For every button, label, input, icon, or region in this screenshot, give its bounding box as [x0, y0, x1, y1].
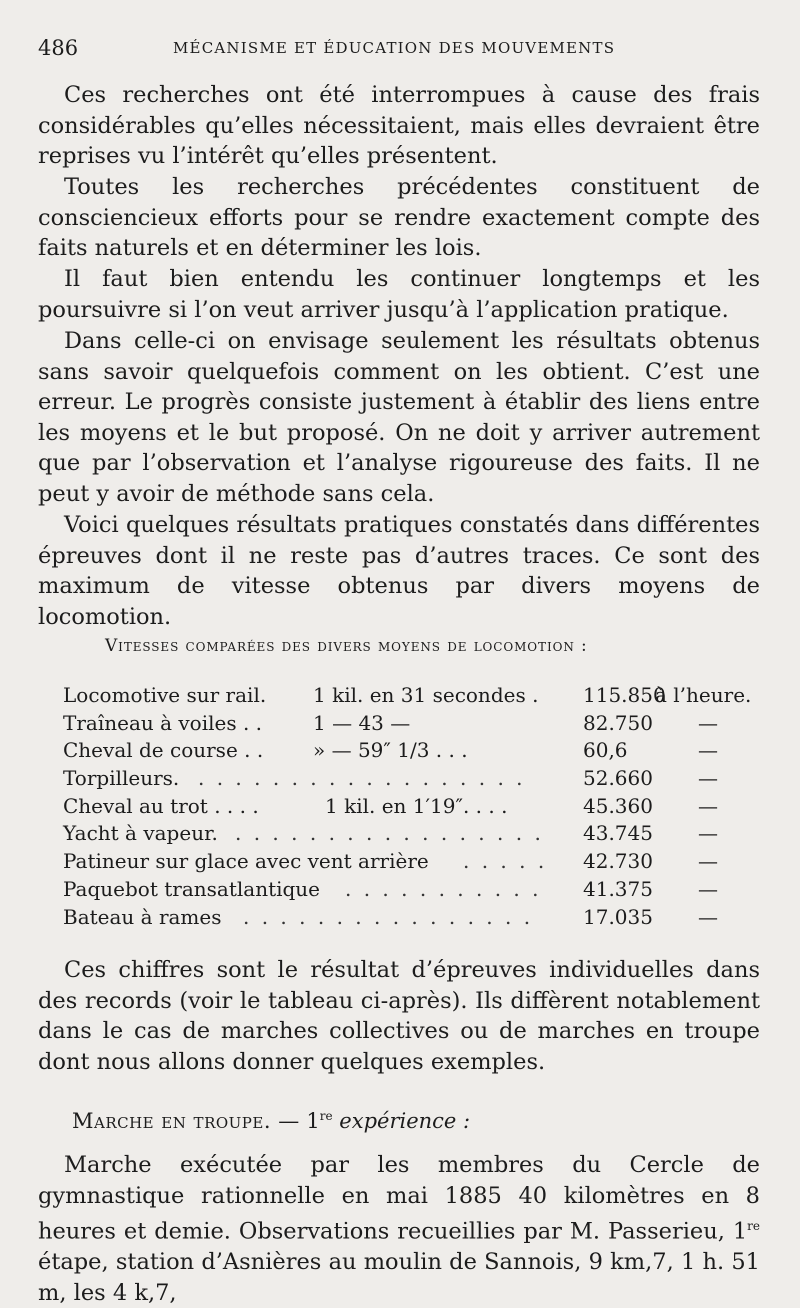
row-leader-dots: . . . . . . . . . . . . . . . . . . — [198, 766, 526, 791]
stage-ordinal-suffix: re — [747, 1219, 760, 1233]
row-speed: 43.745 — [583, 821, 653, 846]
row-label: Cheval au trot . . . . — [63, 793, 259, 818]
row-unit: — — [698, 876, 718, 901]
row-leader-dots: . . . . . . . . . . . . . . . . . — [235, 821, 544, 846]
paragraph-final — [38, 1150, 760, 1308]
row-label: Patineur sur glace avec vent arrière — [63, 849, 429, 874]
row-unit: — — [698, 849, 718, 874]
row-speed: 42.730 — [583, 849, 653, 874]
table-row — [63, 683, 763, 711]
table-title: Vitesses comparées des divers moyens de locomotion : — [105, 636, 588, 656]
paragraph-final-text-end: étape, station d’Asnières au moulin de Sannois, 9 km,7, 1 h. 51 m, les 4 k,7, — [38, 1249, 760, 1306]
table-row — [63, 821, 763, 849]
section-subtitle: expérience : — [339, 1109, 471, 1133]
paragraph-4: Dans celle-ci on envisage seulement les résultats obtenus sans savoir quelquefois comment on les obtient. C’est une erreur. Le progrès consiste justement à établir des liens entre les moyens et le but proposé. On ne doit y arriver autrement que par l’observation et l’analyse rigoureuse des faits. Il ne peut y avoir de méthode sans cela. — [38, 328, 760, 507]
row-speed: 52.660 — [583, 766, 653, 791]
table-row — [63, 849, 763, 877]
row-speed: 60,6 — [583, 738, 628, 763]
section-ordinal-suffix: re — [319, 1109, 333, 1123]
paragraph-1: Ces recherches ont été interrompues à cause des frais considérables qu’elles nécessitaient, mais elles devraient être reprises vu l’intérêt qu’elles présentent. — [38, 82, 760, 169]
row-unit: — — [698, 904, 718, 929]
row-unit: — — [698, 821, 718, 846]
row-label: Cheval de course . . — [63, 738, 264, 763]
page-number: 486 — [38, 36, 79, 60]
section-ordinal: 1 — [306, 1109, 320, 1133]
row-unit: — — [698, 766, 718, 791]
running-title: MÉCANISME ET ÉDUCATION DES MOUVEMENTS — [173, 39, 616, 57]
paragraph-3: Il faut bien entendu les continuer longtemps et les poursuivre si l’on veut arriver jusqu’à l’application pratique. — [38, 266, 760, 323]
row-label: Traîneau à voiles . . — [63, 710, 263, 735]
row-unit: à l’heure. — [655, 683, 752, 707]
row-unit: — — [698, 738, 718, 763]
table-row — [63, 905, 763, 933]
row-leader-dots: . . . . . . . . . . . . . . . . — [243, 904, 534, 929]
row-unit: — — [698, 710, 718, 735]
row-detail: » — 59″ 1/3 . . . — [313, 738, 468, 763]
paragraph-after-table: Ces chiffres sont le résultat d’épreuves individuelles dans des records (voir le tableau ci-après). Ils diffèrent notablement dans le cas de marches collectives ou de marches en troupe dont nous allons donner quelques exemples. — [38, 957, 760, 1075]
row-label: Paquebot transatlantique — [63, 876, 321, 901]
row-speed: 17.035 — [583, 904, 653, 929]
table-row — [63, 877, 763, 905]
row-speed: 82.750 — [583, 710, 653, 735]
speed-table — [63, 683, 763, 932]
table-row — [63, 711, 763, 739]
row-detail: 1 — 43 — — [313, 710, 411, 735]
page-header — [38, 36, 758, 60]
row-unit: — — [698, 793, 718, 818]
paragraph-final-text-start: Marche exécutée par les membres du Cercle de gymnastique rationnelle en mai 1885 40 kilomètres en 8 heures et demie. Observations recueillies par M. Passerieu, 1 — [38, 1152, 760, 1245]
row-label: Yacht à vapeur. — [63, 821, 218, 846]
table-row — [63, 766, 763, 794]
row-detail: 1 kil. en 31 secondes . — [313, 683, 539, 707]
row-speed: 41.375 — [583, 876, 653, 901]
row-speed: 115.850 — [583, 683, 666, 707]
paragraph-5: Voici quelques résultats pratiques constatés dans différentes épreuves dont il ne reste pas d’autres traces. Ce sont des maximum de vitesse obtenus par divers moyens de locomotion. — [38, 512, 760, 630]
row-leader-dots: . . . . . — [463, 849, 548, 874]
row-leader-dots: . . . . . . . . . . . — [345, 876, 542, 901]
paragraph-2: Toutes les recherches précédentes constituent de consciencieux efforts pour se rendre exactement compte des faits naturels et en déterminer les lois. — [38, 174, 760, 261]
section-title: Marche en troupe. — — [72, 1109, 300, 1133]
row-detail: 1 kil. en 1′19″. . . . — [325, 793, 508, 818]
row-label: Torpilleurs. — [63, 766, 180, 791]
table-row — [63, 738, 763, 766]
section-heading — [72, 1109, 470, 1133]
row-label: Bateau à rames — [63, 904, 222, 929]
row-label: Locomotive sur rail. — [63, 683, 267, 707]
row-speed: 45.360 — [583, 793, 653, 818]
table-row — [63, 794, 763, 822]
